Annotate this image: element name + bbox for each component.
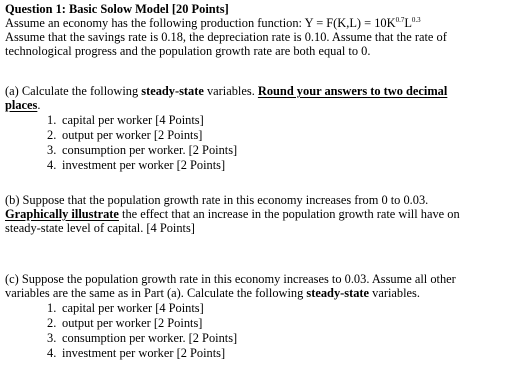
intro-line-2: Assume that the savings rate is 0.18, the depreciation rate is 0.10. Assume that the rate of xyxy=(5,30,447,44)
part-c-line-2: variables are the same as in Part (a). Calculate the following steady-state variables. xyxy=(5,286,420,300)
part-c-item: 4. investment per worker [2 Points] xyxy=(47,346,226,360)
part-a-item: 2. output per worker [2 Points] xyxy=(47,128,203,142)
intro-line-1: Assume an economy has the following production function: $Y = F(K,L) = 10K^{0.7}L^{0.3}$ xyxy=(5,16,421,30)
part-a-prompt-cont: places. xyxy=(5,98,41,112)
part-b-line-2: Graphically illustrate the effect that an increase in the population growth rate will have on xyxy=(5,207,460,221)
part-b-line-3: steady-state level of capital. [4 Points] xyxy=(5,221,195,235)
intro-line-3: technological progress and the population growth rate are both equal to 0. xyxy=(5,44,371,58)
part-c-item: 3. consumption per worker. [2 Points] xyxy=(47,331,238,345)
part-a-prompt: (a) Calculate the following steady-state variables. Round your answers to two decimal xyxy=(5,84,448,98)
part-a-item: 1. capital per worker [4 Points] xyxy=(47,113,204,127)
part-a-item: 4. investment per worker [2 Points] xyxy=(47,158,226,172)
part-a-item: 3. consumption per worker. [2 Points] xyxy=(47,143,238,157)
part-c-line-1: (c) Suppose the population growth rate in this economy increases to 0.03. Assume all other xyxy=(5,272,456,286)
question-title: Question 1: Basic Solow Model [20 Points] xyxy=(5,2,229,16)
part-c-item: 2. output per worker [2 Points] xyxy=(47,316,203,330)
part-b-line-1: (b) Suppose that the population growth rate in this economy increases from 0 to 0.03. xyxy=(5,193,429,207)
part-c-item: 1. capital per worker [4 Points] xyxy=(47,301,204,315)
